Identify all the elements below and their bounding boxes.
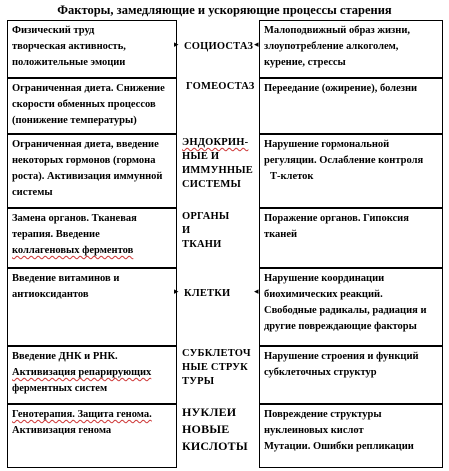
arrow-left-icon: ◂ xyxy=(254,286,259,296)
slowing-factor-line: антиоксидантов xyxy=(12,289,89,300)
level-label-line: ИММУННЫЕ xyxy=(182,165,253,176)
accelerating-factor-box xyxy=(259,20,443,78)
accelerating-factor-box xyxy=(259,268,443,346)
level-label-line: НУКЛЕИ xyxy=(182,405,237,419)
level-label-line: КИСЛОТЫ xyxy=(182,439,248,453)
accelerating-factor-line: тканей xyxy=(264,229,298,240)
slowing-factor-line: ферментных систем xyxy=(12,383,108,394)
slowing-factor-line: Ограниченная диета, введение xyxy=(12,139,159,150)
slowing-factor-line: скорости обменных процессов xyxy=(12,99,156,110)
level-label-line: ЭНДОКРИН- xyxy=(182,137,249,148)
slowing-factor-line: творческая активность, xyxy=(12,41,126,52)
accelerating-factor-box xyxy=(259,134,443,208)
accelerating-factor-line: Т-клеток xyxy=(270,171,314,182)
accelerating-factor-line: Нарушение координации xyxy=(264,273,385,284)
accelerating-factor-box xyxy=(259,346,443,404)
level-label xyxy=(182,404,256,455)
slowing-factor-line: терапия. Введение xyxy=(12,229,100,240)
slowing-factor-box xyxy=(7,20,177,78)
arrow-left-icon: ◂ xyxy=(254,39,259,49)
accelerating-factor-line: биохимических реакций. xyxy=(264,289,383,300)
slowing-factor-line: системы xyxy=(12,187,53,198)
slowing-factor-line: Активизация генома xyxy=(12,425,112,436)
level-label-line: НОВЫЕ xyxy=(182,422,230,436)
slowing-factor-box xyxy=(7,346,177,404)
slowing-factor-line: коллагеновых ферментов xyxy=(12,245,134,256)
level-label xyxy=(186,80,256,94)
slowing-factor-line: Генотерапия. Защита генома. xyxy=(12,409,152,420)
level-label-line: И xyxy=(182,225,191,236)
level-label xyxy=(182,347,256,389)
level-label-line: КЛЕТКИ xyxy=(184,288,231,299)
accelerating-factor-box xyxy=(259,208,443,268)
level-label xyxy=(184,287,254,301)
slowing-factor-line: Введение ДНК и РНК. xyxy=(12,351,118,362)
level-label-line: ТУРЫ xyxy=(182,376,215,387)
slowing-factor-line: Ограниченная диета. Снижение xyxy=(12,83,165,94)
slowing-factor-line: (понижение температуры) xyxy=(12,115,137,126)
accelerating-factor-line: Мутации. Ошибки репликации xyxy=(264,441,414,452)
level-label-line: НЫЕ И xyxy=(182,151,220,162)
page-title: Факторы, замедляющие и ускоряющие процессы старения xyxy=(57,3,392,17)
accelerating-factor-box xyxy=(259,78,443,134)
level-label xyxy=(184,40,254,54)
slowing-factor-line: положительные эмоции xyxy=(12,57,126,68)
slowing-factor-line: Замена органов. Тканевая xyxy=(12,213,137,224)
accelerating-factor-line: нуклеиновых кислот xyxy=(264,425,364,436)
slowing-factor-box xyxy=(7,404,177,468)
level-label xyxy=(182,210,252,252)
accelerating-factor-line: злоупотребление алкоголем, xyxy=(264,41,399,52)
slowing-factor-line: Введение витаминов и xyxy=(12,273,120,284)
accelerating-factor-line: Поражение органов. Гипоксия xyxy=(264,213,409,224)
slowing-factor-box xyxy=(7,208,177,268)
accelerating-factor-line: другие повреждающие факторы xyxy=(264,321,417,332)
accelerating-factor-line: Переедание (ожирение), болезни xyxy=(264,83,418,94)
accelerating-factor-line: Повреждение структуры xyxy=(264,409,382,420)
slowing-factor-line: Физический труд xyxy=(12,25,95,36)
accelerating-factor-line: субклеточных структур xyxy=(264,367,377,378)
accelerating-factor-line: Нарушение строения и функций xyxy=(264,351,419,362)
level-label xyxy=(182,136,256,192)
level-label-line: НЫЕ СТРУК xyxy=(182,362,248,373)
slowing-factor-line: Активизация репарирующих xyxy=(12,367,152,378)
slowing-factor-box xyxy=(7,78,177,134)
level-label-line: СУБКЛЕТОЧ xyxy=(182,348,251,359)
accelerating-factor-line: регуляции. Ослабление контроля xyxy=(264,155,424,166)
accelerating-factor-line: курение, стрессы xyxy=(264,57,346,68)
level-label-line: ТКАНИ xyxy=(182,239,222,250)
arrow-right-icon: ▸ xyxy=(174,39,179,49)
level-label-line: ГОМЕОСТАЗ xyxy=(186,81,255,92)
level-label-line: СИСТЕМЫ xyxy=(182,179,241,190)
slowing-factor-box xyxy=(7,268,177,346)
slowing-factor-line: роста). Активизация иммунной xyxy=(12,171,163,182)
accelerating-factor-line: Нарушение гормональной xyxy=(264,139,390,150)
level-label-line: ОРГАНЫ xyxy=(182,211,230,222)
accelerating-factor-box xyxy=(259,404,443,468)
accelerating-factor-line: Малоподвижный образ жизни, xyxy=(264,25,411,36)
accelerating-factor-line: Свободные радикалы, радиация и xyxy=(264,305,427,316)
slowing-factor-line: некоторых гормонов (гормона xyxy=(12,155,156,166)
arrow-right-icon: ▸ xyxy=(174,286,179,296)
slowing-factor-box xyxy=(7,134,177,208)
level-label-line: СОЦИОСТАЗ xyxy=(184,41,254,52)
